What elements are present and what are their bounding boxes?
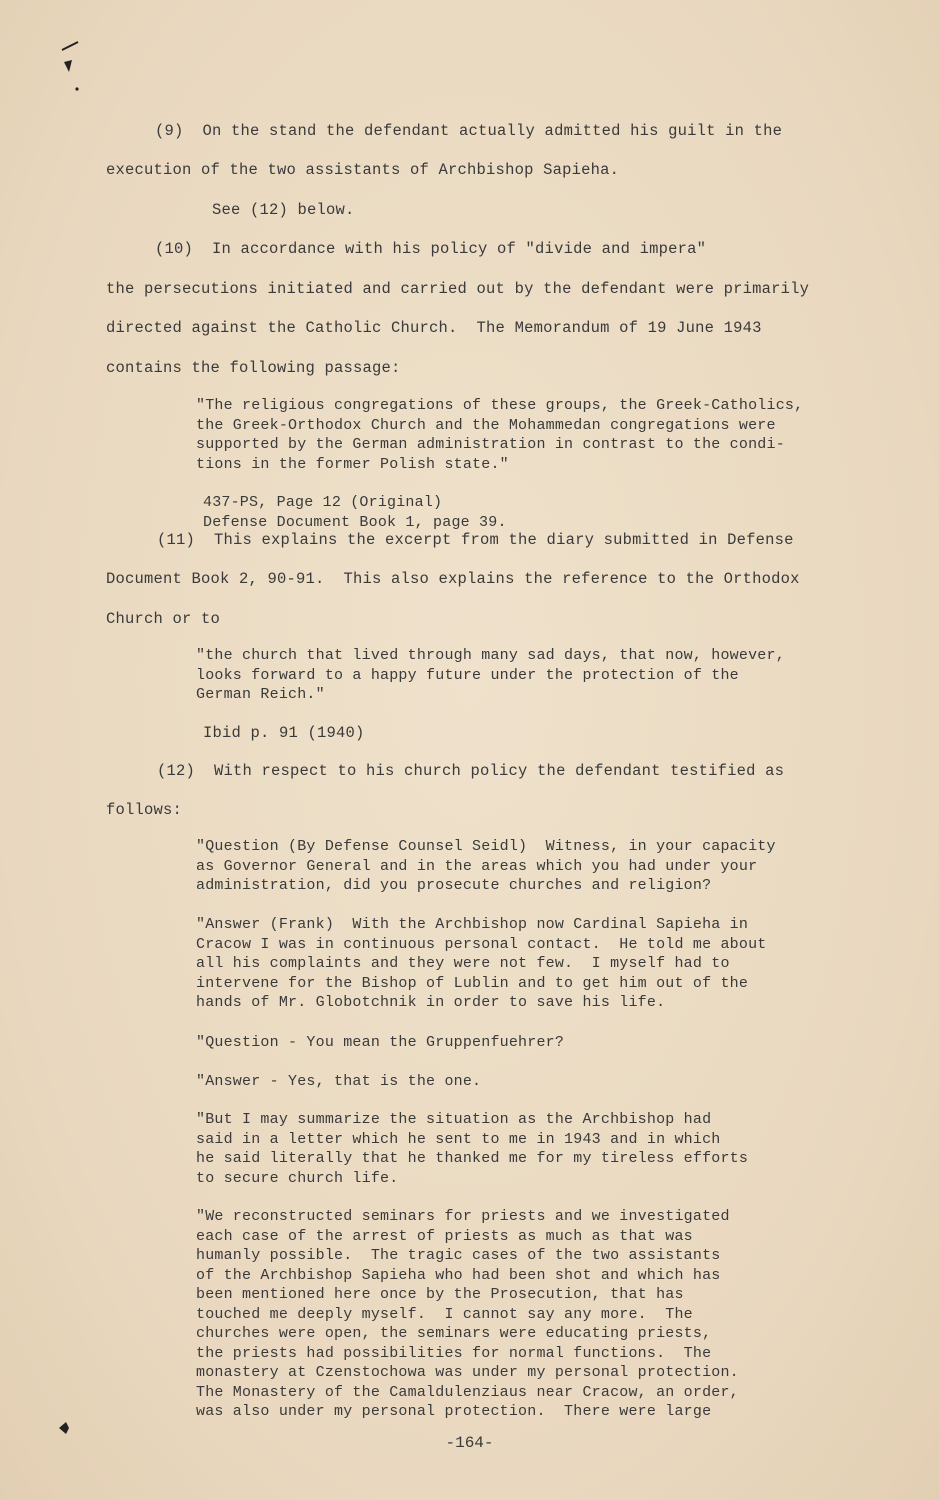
testimony-answer-4: "We reconstructed seminars for priests and we investigated each case of the arrest of priests as much as that was humanly possible. The tragic cases of the two assistants of the Archbishop Sapieha who had been shot and which has been mentioned here once by the Prosecution, that has touched me deeply myself. I cannot say any more. The churches were open, the seminars were educating priests, the priests had possibilities for normal functions. The monastery at Czenstochowa was under my personal protection. The Monastery of the Camaldulenziaus near Cracow, an order, was also under my personal protection. There were large [196, 1208, 739, 1420]
page-number: -164- [445, 1434, 494, 1452]
testimony-question-1: "Question (By Defense Counsel Seidl) Witness, in your capacity as Governor General and in the areas which you had under your administration, did you prosecute churches and religion? [196, 838, 776, 894]
testimony-answer-2: "Answer - Yes, that is the one. [196, 1073, 482, 1090]
citation-memorandum: 437-PS, Page 12 (Original) Defense Document Book 1, page 39. [203, 494, 507, 531]
paragraph-11-line-1: (11) This explains the excerpt from the diary submitted in Defense [157, 531, 794, 549]
binder-mark-icon [60, 40, 82, 100]
testimony-question-2: "Question - You mean the Gruppenfuehrer? [196, 1034, 565, 1051]
paragraph-9-reference: See (12) below. [212, 201, 355, 219]
paragraph-10-line-1: (10) In accordance with his policy of "divide and impera" [155, 240, 707, 258]
paragraph-12-line-2: follows: [106, 801, 183, 819]
testimony-answer-3: "But I may summarize the situation as the Archbishop had said in a letter which he sent to me in 1943 and in which he said literally that he thanked me for my tireless efforts to secure church life. [196, 1111, 749, 1187]
paragraph-12-line-1: (12) With respect to his church policy the defendant testified as [157, 762, 785, 780]
paragraph-9-line-2: execution of the two assistants of Archbishop Sapieha. [106, 161, 620, 179]
paragraph-9-line-1: (9) On the stand the defendant actually admitted his guilt in the [155, 122, 783, 140]
quotation-diary: "the church that lived through many sad days, that now, however, looks forward to a happy future under the protection of the German Reich." [196, 647, 785, 703]
testimony-answer-1: "Answer (Frank) With the Archbishop now Cardinal Sapieha in Cracow I was in continuous personal contact. He told me about all his complaints and they were not few. I myself had to intervene for the Bishop of Lublin and to get him out of the hands of Mr. Globotchnik in order to save his life. [196, 916, 767, 1011]
paragraph-10-line-4: contains the following passage: [106, 359, 401, 377]
quotation-memorandum: "The religious congregations of these groups, the Greek-Catholics, the Greek-Orthodox Church and the Mohammedan congregations were supported by the German administration in contrast to the condi- tions in the former Polish state." [196, 397, 804, 473]
paragraph-10-line-2: the persecutions initiated and carried out by the defendant were primarily [106, 280, 810, 298]
citation-diary: Ibid p. 91 (1940) [203, 724, 365, 742]
paragraph-11-line-2: Document Book 2, 90-91. This also explains the reference to the Orthodox [106, 570, 800, 588]
paragraph-10-line-3: directed against the Catholic Church. The Memorandum of 19 June 1943 [106, 319, 762, 337]
paragraph-11-line-3: Church or to [106, 610, 221, 628]
